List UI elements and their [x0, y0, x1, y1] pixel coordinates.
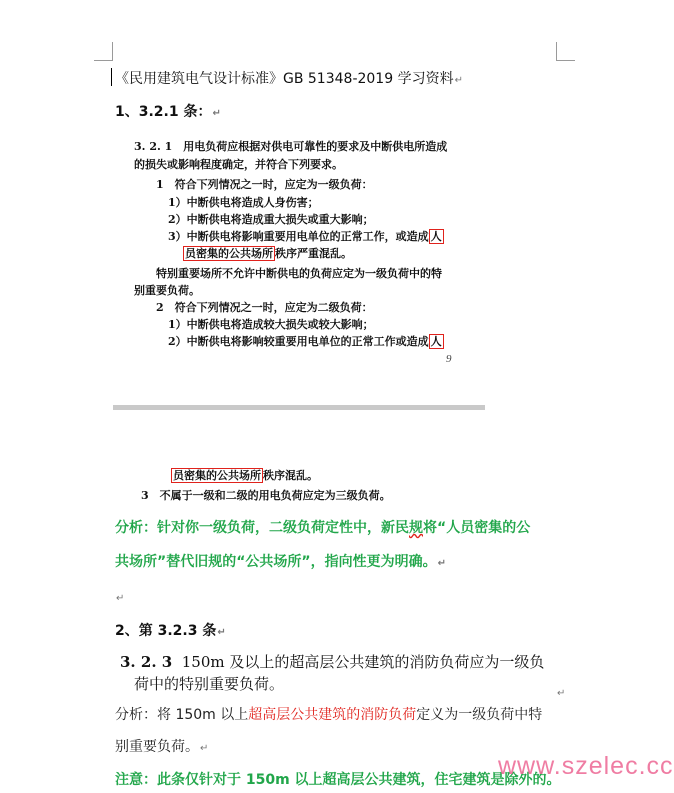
highlight-box: 员密集的公共场所 — [173, 469, 261, 482]
section2-heading[interactable] — [115, 620, 226, 640]
paragraph-mark: ↵ — [557, 688, 566, 699]
page-corner-top-right — [556, 42, 575, 61]
clause-text: 秩序混乱。 — [263, 469, 318, 482]
highlight-box: 员密集的公共场所 — [185, 247, 273, 260]
paragraph-mark: ↵ — [200, 743, 209, 754]
note-line[interactable]: 注意：此条仅针对于 150m 以上超高层公共建筑，住宅建筑是除外的。 — [115, 772, 561, 788]
page-corner-top-left — [94, 42, 113, 61]
clause-line: 1）中断供电将造成人身伤害； — [168, 196, 319, 209]
page-separator — [113, 405, 485, 410]
clause-line: 的损失或影响程度确定，并符合下列要求。 — [134, 158, 343, 171]
clause2-number: 3. 2. 3 — [120, 653, 173, 671]
section1-heading[interactable] — [115, 101, 221, 121]
text-cursor — [111, 68, 112, 86]
clause2-line2: 荷中的特别重要负荷。 — [134, 675, 285, 693]
clause2-text: 150m 及以上的超高层公共建筑的消防负荷应为一级负 — [181, 653, 545, 671]
highlight-box: 人 — [430, 335, 442, 348]
clause-line — [168, 228, 444, 244]
clause-text: 秩序严重混乱。 — [275, 247, 352, 260]
section2-heading-text: 2、第 3.2.3 条 — [115, 623, 217, 639]
analysis2-line1[interactable] — [115, 704, 542, 724]
clause-line: 2 符合下列情况之一时，应定为二级负荷： — [156, 301, 373, 314]
analysis-highlight-red: 超高层公共建筑的消防负荷 — [248, 707, 417, 723]
analysis1-line2[interactable] — [115, 551, 446, 571]
paragraph-mark-holder — [556, 681, 565, 700]
highlight-box: 人 — [430, 230, 442, 243]
paragraph-mark: ↵ — [116, 593, 125, 604]
title-text: 《民用建筑电气设计标准》GB 51348-2019 学习资料 — [115, 71, 454, 87]
spellcheck-word: 规 — [409, 520, 423, 536]
empty-paragraph[interactable] — [115, 586, 124, 605]
clause-line: 别重要负荷。 — [134, 284, 200, 297]
clause-text: 3）中断供电将影响重要用电单位的正常工作，或造成 — [168, 230, 429, 243]
analysis-text: 分析：将 150m 以上 — [115, 707, 249, 723]
analysis-text: 共场所”替代旧规的“公共场所”，指向性更为明确。 — [115, 554, 437, 570]
clause-line: 3 不属于一级和二级的用电负荷应定为三级负荷。 — [141, 489, 391, 502]
paragraph-mark: ↵ — [437, 558, 446, 569]
clause2-line1 — [120, 651, 544, 672]
clause-line — [171, 467, 318, 483]
analysis-text: 定义为一级负荷中特 — [416, 707, 543, 723]
paragraph-mark: ↵ — [212, 108, 221, 119]
clause-text: 2）中断供电将影响较重要用电单位的正常工作或造成 — [168, 335, 429, 348]
clause-line — [168, 333, 444, 349]
analysis-text: 将“人员密集的公 — [423, 520, 531, 536]
page-number: 9 — [446, 353, 452, 365]
paragraph-mark: ↵ — [217, 627, 226, 638]
site-watermark: www.szelec.cc — [498, 752, 674, 780]
clause-line — [183, 245, 352, 261]
clause-line: 1）中断供电将造成较大损失或较大影响； — [168, 318, 374, 331]
analysis-text: 分析：针对你一级负荷，二级负荷定性中，新民 — [115, 520, 409, 536]
clause-line: 2）中断供电将造成重大损失或重大影响； — [168, 213, 374, 226]
clause-line: 1 符合下列情况之一时，应定为一级负荷： — [156, 178, 373, 191]
section1-heading-text: 1、3.2.1 条： — [115, 104, 212, 120]
analysis2-line2[interactable] — [115, 736, 208, 756]
clause-line: 3. 2. 1 用电负荷应根据对供电可靠性的要求及中断供电所造成 — [134, 140, 448, 153]
document-title[interactable] — [115, 68, 463, 88]
analysis-text: 别重要负荷。 — [115, 739, 199, 755]
paragraph-mark: ↵ — [454, 75, 463, 86]
clause-line: 特别重要场所不允许中断供电的负荷应定为一级负荷中的特 — [156, 267, 442, 280]
analysis1-line1[interactable] — [115, 517, 530, 537]
